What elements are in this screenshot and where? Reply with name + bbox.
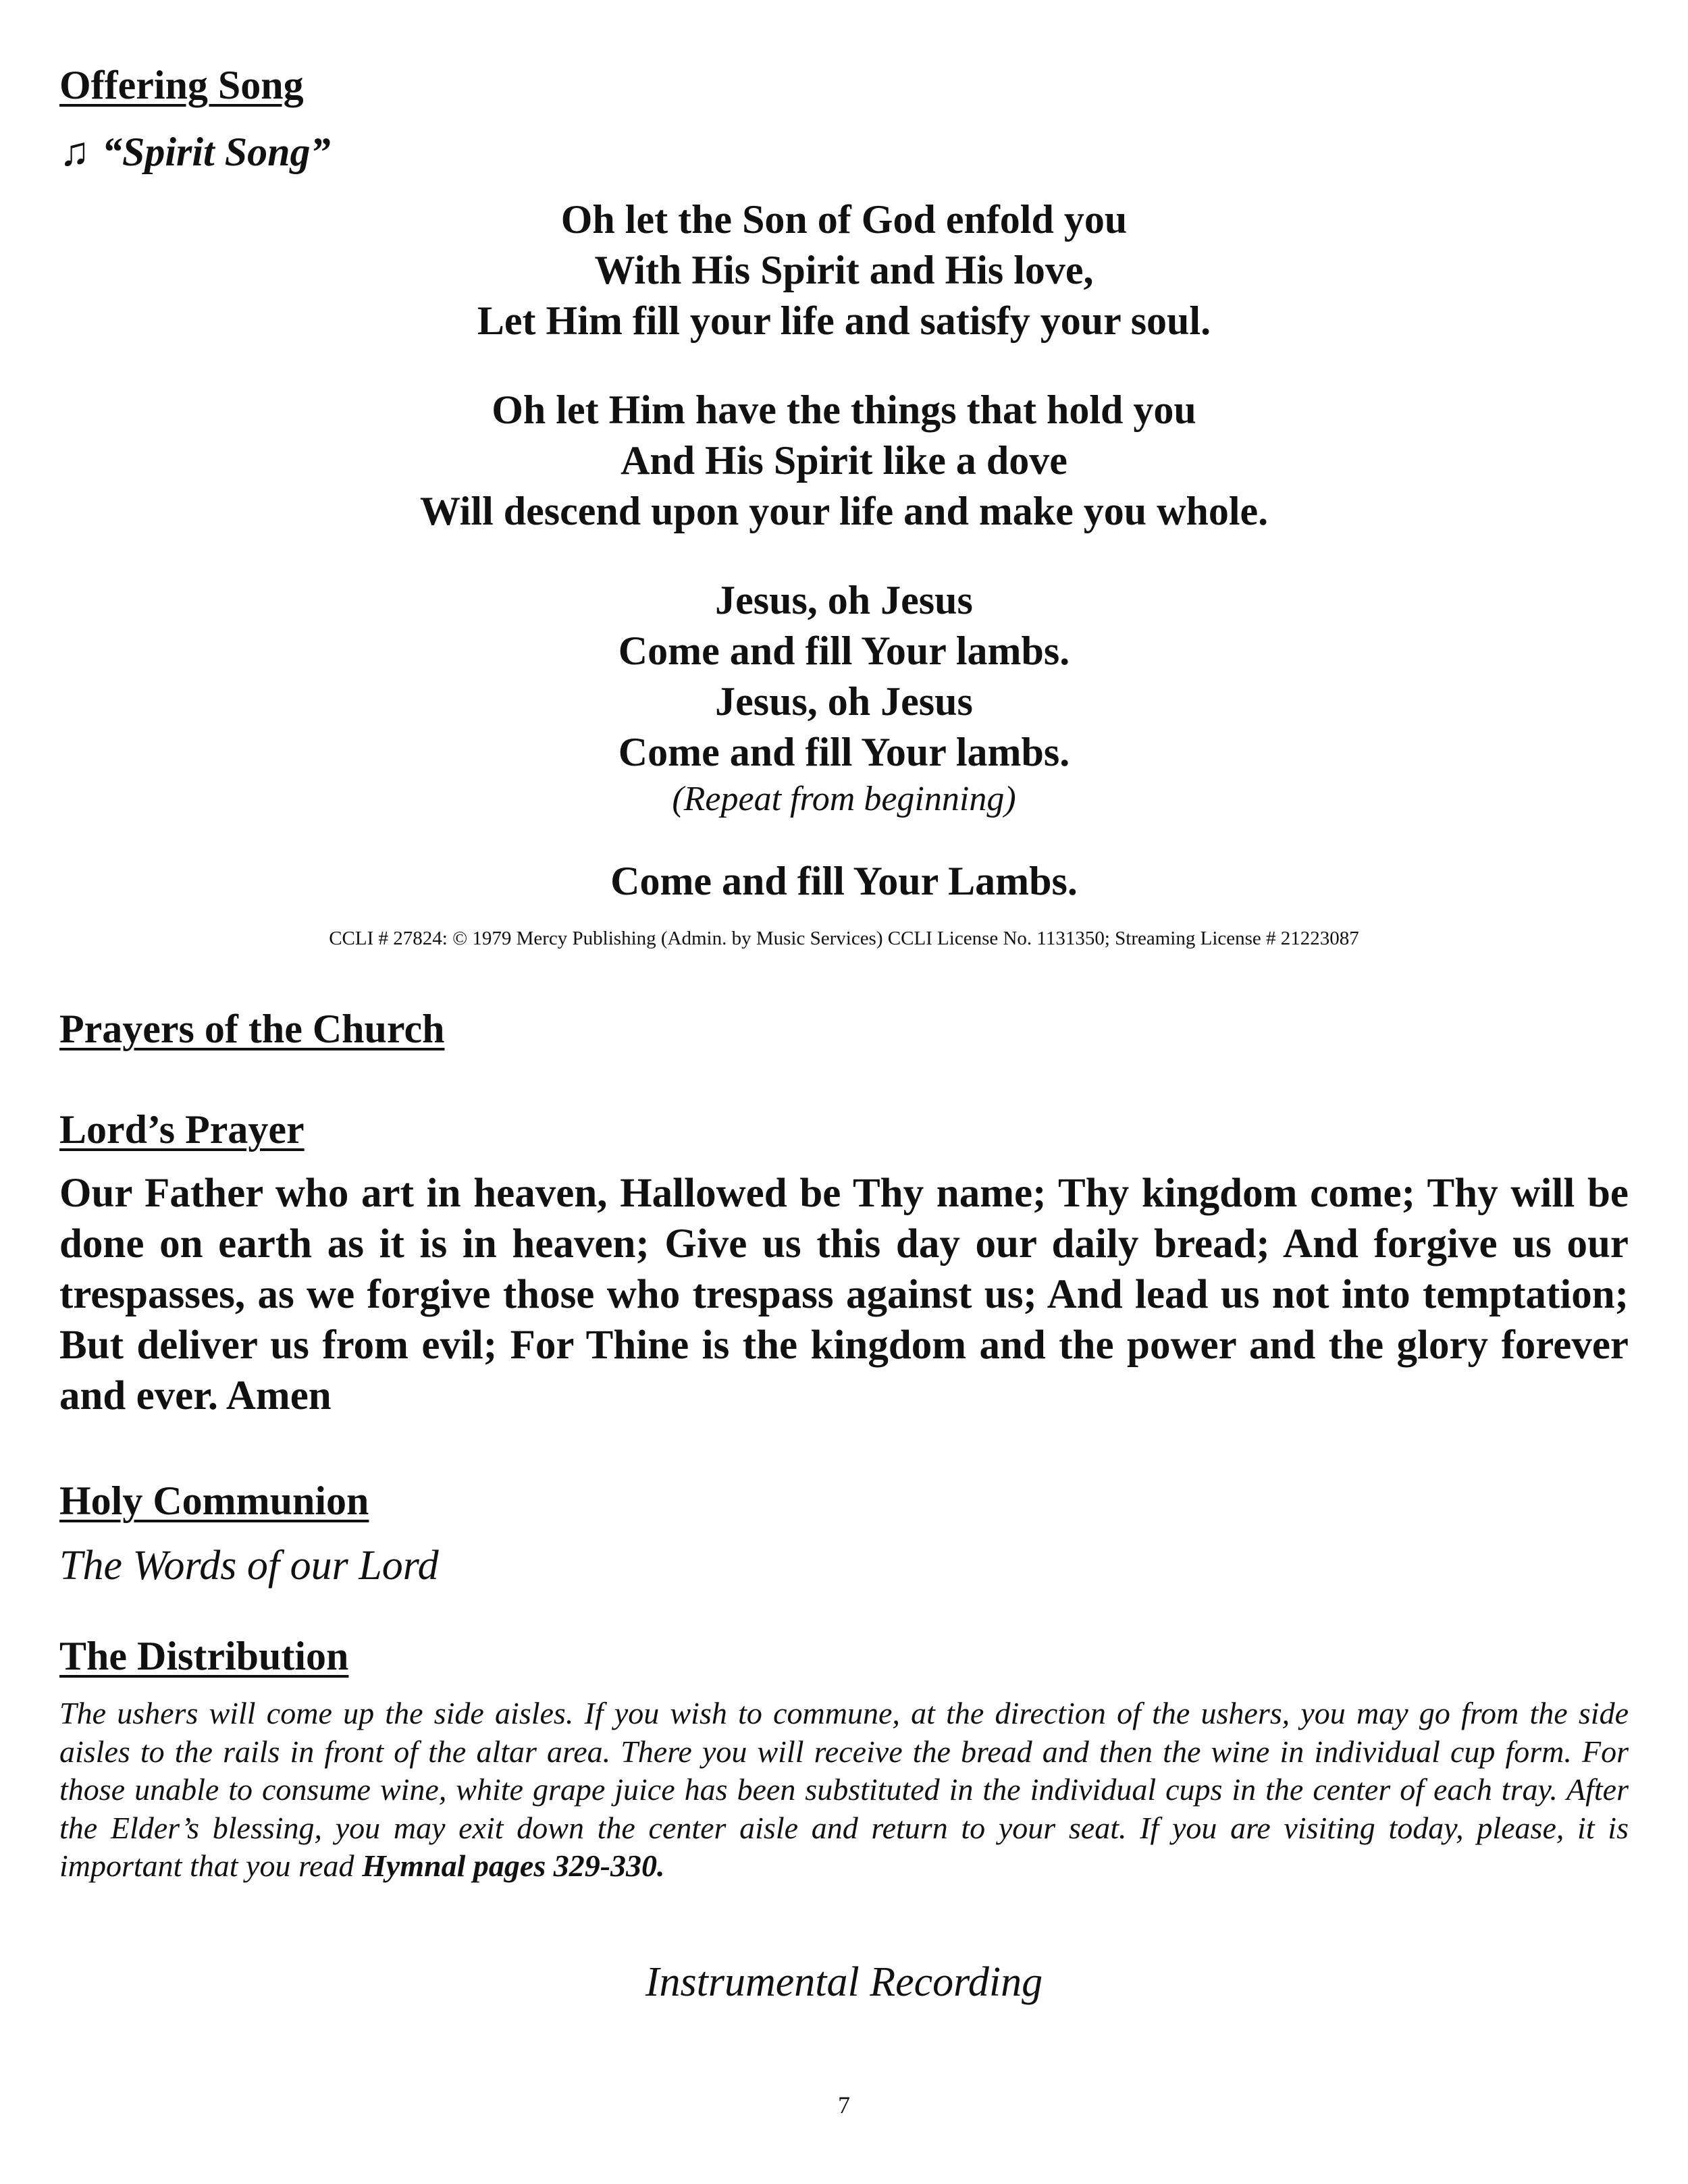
- offering-song-heading: Offering Song: [59, 63, 304, 107]
- lyric-line: Come and fill Your lambs.: [618, 730, 1070, 774]
- page-number: 7: [838, 2092, 850, 2119]
- lyric-line: Jesus, oh Jesus: [715, 679, 973, 724]
- lyric-line: Oh let Him have the things that hold you: [492, 388, 1196, 432]
- lyric-line: Jesus, oh Jesus: [715, 578, 973, 622]
- holy-communion-heading: Holy Communion: [59, 1479, 369, 1523]
- bulletin-page: [59, 0, 1629, 2184]
- ccli-license-notice: CCLI # 27824: © 1979 Mercy Publishing (Admin. by Music Services) CCLI License No. 1131350; Streaming License # 21223087: [329, 928, 1359, 949]
- song-chorus: [59, 575, 1629, 821]
- distribution-heading: The Distribution: [59, 1634, 349, 1678]
- repeat-note: (Repeat from beginning): [672, 780, 1016, 818]
- lords-prayer-heading: Lord’s Prayer: [59, 1107, 305, 1152]
- lyric-line: And His Spirit like a dove: [621, 438, 1067, 483]
- lyric-line: Come and fill Your lambs.: [618, 629, 1070, 673]
- song-title: “Spirit Song”: [102, 130, 331, 174]
- distribution-instructions: [59, 1695, 1629, 1886]
- words-of-our-lord: The Words of our Lord: [59, 1543, 439, 1589]
- prayers-heading: Prayers of the Church: [59, 1007, 445, 1051]
- distribution-text: The ushers will come up the side aisles. If you wish to commune, at the direction of the ushers, you may go from the side aisles to the rails in front of the altar area. There you will receive the bread and then the wine in individual cup form. For those unable to consume wine, white grape juice has been substituted in the individual cups in the center of each tray. After the Elder’s blessing, you may exit down the center aisle and return to your seat. If you are visiting today, please, it is important that you read: [59, 1696, 1629, 1883]
- lords-prayer-text: Our Father who art in heaven, Hallowed be Thy name; Thy kingdom come; Thy will be done on earth as it is in heaven; Give us this day our daily bread; And forgive us our trespasses, as we forgive those who trespass against us; And lead us not into temptation; But deliver us from evil; For Thine is the kingdom and the power and the glory forever and ever. Amen: [59, 1171, 1629, 1418]
- lyric-line: Oh let the Son of God enfold you: [560, 197, 1128, 242]
- music-note-icon: ♫: [59, 130, 90, 174]
- song-verse-2: [59, 385, 1629, 537]
- lyric-line: Let Him fill your life and satisfy your soul.: [477, 298, 1211, 343]
- hymnal-reference: Hymnal pages 329-330.: [362, 1848, 665, 1883]
- song-title-line: [59, 132, 330, 172]
- song-verse-1: [59, 194, 1629, 346]
- instrumental-recording: Instrumental Recording: [645, 1959, 1043, 2005]
- lyric-line: With His Spirit and His love,: [594, 248, 1094, 292]
- song-final-line: Come and fill Your Lambs.: [610, 859, 1078, 903]
- lyric-line: Will descend upon your life and make you whole.: [419, 489, 1269, 533]
